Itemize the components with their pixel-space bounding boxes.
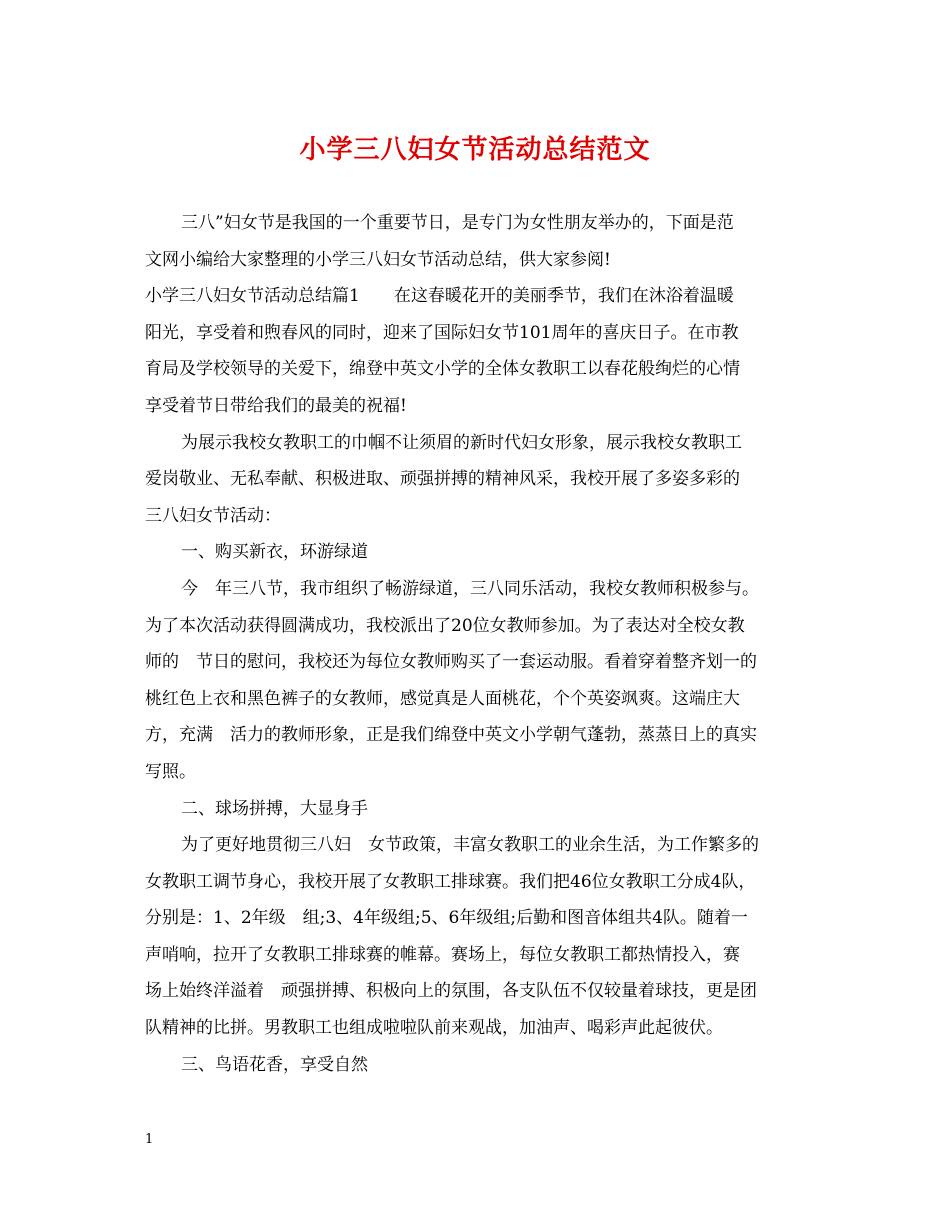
text-line: 二、球场拼搏，大显身手 (181, 798, 368, 819)
text-line: 女教职工调节身心，我校开展了女教职工排球赛。我们把46位女教职工分成4队， (145, 871, 756, 892)
text-line: 三、鸟语花香，享受自然 (181, 1054, 368, 1075)
text-line: 一、购买新衣，环游绿道 (181, 542, 368, 563)
text-line: 文网小编给大家整理的小学三八妇女节活动总结，供大家参阅! (145, 249, 611, 270)
document-title: 小学三八妇女节活动总结范文 (299, 135, 651, 165)
text-line: 为了本次活动获得圆满成功，我校派出了20位女教师参加。为了表达对全校女教 (145, 615, 745, 636)
text-line: 为了更好地贯彻三八妇 女节政策，丰富女教职工的业余生活，为工作繁多的 (181, 835, 759, 856)
text-line: 阳光，享受着和煦春风的同时，迎来了国际妇女节101周年的喜庆日子。在市教 (145, 322, 739, 343)
text-line: 桃红色上衣和黑色裤子的女教师，感觉真是人面桃花，个个英姿飒爽。这端庄大 (145, 688, 740, 709)
page-number: 1 (145, 1132, 154, 1147)
document-body (145, 205, 809, 1083)
text-line: 小学三八妇女节活动总结篇1 在这春暖花开的美丽季节，我们在沐浴着温暖 (145, 286, 734, 307)
text-line: 分别是：1、2年级 组;3、4年级组;5、6年级组;后勤和图音体组共4队。随着一 (145, 908, 748, 929)
text-line: 今 年三八节，我市组织了畅游绿道，三八同乐活动，我校女教师积极参与。 (181, 578, 759, 599)
text-line: 为展示我校女教职工的巾帼不让须眉的新时代妇女形象，展示我校女教职工 (181, 432, 742, 453)
text-line: 三八”妇女节是我国的一个重要节日，是专门为女性朋友举办的，下面是范 (181, 213, 734, 233)
text-line: 师的 节日的慰问，我校还为每位女教师购买了一套运动服。看着穿着整齐划一的 (145, 652, 757, 673)
text-line: 队精神的比拼。男教职工也组成啦啦队前来观战，加油声、喝彩声此起彼伏。 (145, 1018, 723, 1039)
text-line: 方，充满 活力的教师形象，正是我们绵登中英文小学朝气蓬勃，蒸蒸日上的真实 (145, 725, 757, 746)
text-line: 育局及学校领导的关爱下，绵登中英文小学的全体女教职工以春花般绚烂的心情 (145, 359, 740, 380)
text-line: 场上始终洋溢着 顽强拼搏、积极向上的氛围，各支队伍不仅较量着球技，更是团 (145, 981, 757, 1002)
text-line: 写照。 (145, 761, 196, 782)
text-line: 声哨响，拉开了女教职工排球赛的帷幕。赛场上，每位女教职工都热情投入，赛 (145, 944, 740, 965)
text-line: 爱岗敬业、无私奉献、积极进取、顽强拼搏的精神风采，我校开展了多姿多彩的 (145, 469, 740, 490)
text-line: 享受着节日带给我们的最美的祝福! (145, 395, 407, 416)
text-line: 三八妇女节活动： (145, 505, 281, 526)
